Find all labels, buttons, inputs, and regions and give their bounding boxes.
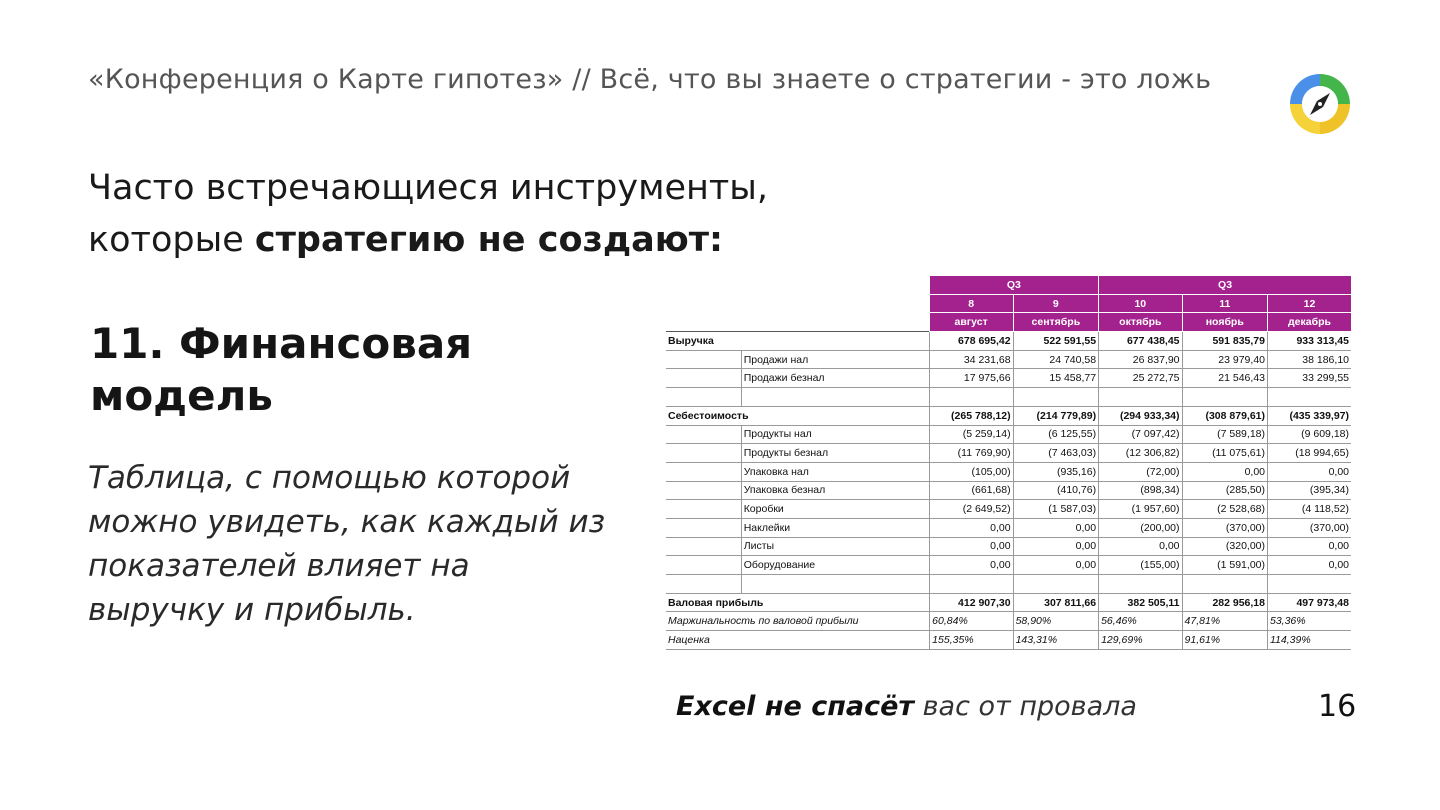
cell-value: 382 505,11 (1099, 593, 1182, 612)
cell-value: 58,90% (1013, 612, 1099, 631)
cell-value: (320,00) (1182, 537, 1267, 556)
cell-value: 0,00 (930, 537, 1013, 556)
row-label (666, 388, 741, 407)
cell-value: 412 907,30 (930, 593, 1013, 612)
footer-bold-part: Excel не спасёт (676, 691, 915, 722)
cell-value: 25 272,75 (1099, 369, 1182, 388)
row-sublabel (741, 575, 929, 594)
month-name: сентябрь (1013, 313, 1099, 332)
description-line: выручку и прибыль. (88, 592, 416, 628)
row-label (666, 537, 741, 556)
table-row (666, 556, 1351, 575)
cell-value: 0,00 (1013, 518, 1099, 537)
row-sublabel: Продажи безнал (741, 369, 929, 388)
heading-bold-part: стратегию не создают: (254, 220, 724, 260)
cell-value: (1 957,60) (1099, 500, 1182, 519)
cell-value: (4 118,52) (1268, 500, 1352, 519)
cell-value: (285,50) (1182, 481, 1267, 500)
cell-value: 26 837,90 (1099, 350, 1182, 369)
cell-value: 0,00 (930, 556, 1013, 575)
table-row (666, 444, 1351, 463)
cell-value: 34 231,68 (930, 350, 1013, 369)
row-sublabel (741, 388, 929, 407)
section-title-line-1: 11. Финансовая (90, 319, 473, 368)
slide-heading (88, 162, 768, 266)
table-row (666, 462, 1351, 481)
cell-value: 0,00 (930, 518, 1013, 537)
cell-value: (395,34) (1268, 481, 1352, 500)
heading-normal-part: которые (88, 220, 255, 260)
conference-header: «Конференция о Карте гипотез» // Всё, что вы знаете о стратегии - это ложь (88, 64, 1212, 95)
cell-value: 0,00 (1182, 462, 1267, 481)
cell-value: 522 591,55 (1013, 332, 1099, 351)
row-label (666, 369, 741, 388)
month-name: октябрь (1099, 313, 1182, 332)
row-label (666, 575, 741, 594)
month-number: 9 (1013, 294, 1099, 313)
cell-value: (7 097,42) (1099, 425, 1182, 444)
table-header-empty (741, 313, 929, 332)
cell-value: 0,00 (1013, 556, 1099, 575)
row-label (666, 481, 741, 500)
cell-value: (5 259,14) (930, 425, 1013, 444)
cell-value: (11 769,90) (930, 444, 1013, 463)
row-label: Наценка (666, 631, 930, 650)
table-month-name-row (666, 313, 1351, 332)
cell-value: 0,00 (1268, 462, 1352, 481)
cell-value: (18 994,65) (1268, 444, 1352, 463)
cell-value: 47,81% (1182, 612, 1267, 631)
cell-value: (12 306,82) (1099, 444, 1182, 463)
cell-value: 53,36% (1268, 612, 1352, 631)
table-header-empty (741, 294, 929, 313)
cell-value: (370,00) (1268, 518, 1352, 537)
cell-value: 307 811,66 (1013, 593, 1099, 612)
cell-value: (2 649,52) (930, 500, 1013, 519)
table-row (666, 369, 1351, 388)
row-label (666, 444, 741, 463)
row-sublabel: Листы (741, 537, 929, 556)
quarter-header: Q3 (930, 276, 1099, 294)
cell-value: (410,76) (1013, 481, 1099, 500)
row-label (666, 518, 741, 537)
compass-icon (1286, 70, 1354, 138)
description-line: показателей влияет на (88, 548, 470, 584)
table-row (666, 332, 1351, 351)
cell-value: (9 609,18) (1268, 425, 1352, 444)
cell-value (1013, 575, 1099, 594)
cell-value: 933 313,45 (1268, 332, 1352, 351)
row-sublabel: Коробки (741, 500, 929, 519)
cell-value: 38 186,10 (1268, 350, 1352, 369)
table-row (666, 631, 1351, 650)
cell-value: 17 975,66 (930, 369, 1013, 388)
cell-value: (72,00) (1099, 462, 1182, 481)
month-name: ноябрь (1182, 313, 1267, 332)
cell-value: 129,69% (1099, 631, 1182, 650)
cell-value: 56,46% (1099, 612, 1182, 631)
cell-value: 155,35% (930, 631, 1013, 650)
row-label (666, 462, 741, 481)
cell-value: (7 589,18) (1182, 425, 1267, 444)
table-row (666, 388, 1351, 407)
cell-value: 591 835,79 (1182, 332, 1267, 351)
cell-value: (898,34) (1099, 481, 1182, 500)
cell-value: (11 075,61) (1182, 444, 1267, 463)
cell-value: 60,84% (930, 612, 1013, 631)
cell-value: 33 299,55 (1268, 369, 1352, 388)
row-label: Себестоимость (666, 406, 930, 425)
cell-value (1182, 575, 1267, 594)
table-row (666, 593, 1351, 612)
row-label: Валовая прибыль (666, 593, 930, 612)
cell-value (1182, 388, 1267, 407)
description-line: Таблица, с помощью которой (88, 460, 571, 496)
cell-value: 143,31% (1013, 631, 1099, 650)
table-row (666, 575, 1351, 594)
month-number: 10 (1099, 294, 1182, 313)
cell-value: 24 740,58 (1013, 350, 1099, 369)
cell-value (1268, 388, 1352, 407)
cell-value (1099, 388, 1182, 407)
row-sublabel: Продукты безнал (741, 444, 929, 463)
cell-value: 21 546,43 (1182, 369, 1267, 388)
page-number: 16 (1318, 689, 1357, 724)
row-sublabel: Продажи нал (741, 350, 929, 369)
description-line: можно увидеть, как каждый из (88, 504, 606, 540)
cell-value: 0,00 (1099, 537, 1182, 556)
month-number: 12 (1268, 294, 1352, 313)
table-month-number-row (666, 294, 1351, 313)
cell-value: 114,39% (1268, 631, 1352, 650)
section-description (88, 456, 628, 632)
month-name: декабрь (1268, 313, 1352, 332)
footer-tagline (676, 691, 1137, 722)
quarter-header: Q3 (1099, 276, 1351, 294)
table-row (666, 518, 1351, 537)
table-header-empty (666, 276, 741, 294)
cell-value: (308 879,61) (1182, 406, 1267, 425)
table-row (666, 481, 1351, 500)
cell-value: (7 463,03) (1013, 444, 1099, 463)
cell-value: (155,00) (1099, 556, 1182, 575)
table-header-empty (741, 276, 929, 294)
table-header-empty (666, 294, 741, 313)
cell-value: 678 695,42 (930, 332, 1013, 351)
cell-value (1013, 388, 1099, 407)
cell-value (930, 575, 1013, 594)
heading-line-1: Часто встречающиеся инструменты, (88, 168, 769, 208)
cell-value: (935,16) (1013, 462, 1099, 481)
table-row (666, 612, 1351, 631)
cell-value: (1 587,03) (1013, 500, 1099, 519)
cell-value: (661,68) (930, 481, 1013, 500)
table-quarter-row (666, 276, 1351, 294)
cell-value: 0,00 (1268, 556, 1352, 575)
section-title-line-2: модель (90, 371, 273, 420)
table-row (666, 425, 1351, 444)
row-label (666, 350, 741, 369)
cell-value: 497 973,48 (1268, 593, 1352, 612)
row-sublabel: Упаковка нал (741, 462, 929, 481)
cell-value: (294 933,34) (1099, 406, 1182, 425)
cell-value: 23 979,40 (1182, 350, 1267, 369)
cell-value: (200,00) (1099, 518, 1182, 537)
cell-value: (435 339,97) (1268, 406, 1352, 425)
table-row (666, 350, 1351, 369)
row-sublabel: Упаковка безнал (741, 481, 929, 500)
footer-rest-part: вас от провала (914, 691, 1137, 722)
cell-value: (105,00) (930, 462, 1013, 481)
cell-value: (370,00) (1182, 518, 1267, 537)
cell-value (1268, 575, 1352, 594)
cell-value: (2 528,68) (1182, 500, 1267, 519)
cell-value: 677 438,45 (1099, 332, 1182, 351)
row-label (666, 425, 741, 444)
financial-model-table (666, 276, 1351, 650)
cell-value: 0,00 (1268, 537, 1352, 556)
row-label: Выручка (666, 332, 930, 351)
month-number: 11 (1182, 294, 1267, 313)
cell-value: (6 125,55) (1013, 425, 1099, 444)
table-row (666, 537, 1351, 556)
table-row (666, 500, 1351, 519)
cell-value: (214 779,89) (1013, 406, 1099, 425)
month-number: 8 (930, 294, 1013, 313)
table-header-empty (666, 313, 741, 332)
row-sublabel: Оборудование (741, 556, 929, 575)
row-label: Маржинальность по валовой прибыли (666, 612, 930, 631)
heading-line-2 (88, 214, 768, 266)
cell-value: 0,00 (1013, 537, 1099, 556)
row-sublabel: Наклейки (741, 518, 929, 537)
cell-value: 282 956,18 (1182, 593, 1267, 612)
cell-value: 15 458,77 (1013, 369, 1099, 388)
cell-value (1099, 575, 1182, 594)
row-label (666, 500, 741, 519)
row-sublabel: Продукты нал (741, 425, 929, 444)
table-row (666, 406, 1351, 425)
month-name: август (930, 313, 1013, 332)
cell-value (930, 388, 1013, 407)
row-label (666, 556, 741, 575)
cell-value: 91,61% (1182, 631, 1267, 650)
cell-value: (1 591,00) (1182, 556, 1267, 575)
section-title (90, 318, 472, 422)
cell-value: (265 788,12) (930, 406, 1013, 425)
